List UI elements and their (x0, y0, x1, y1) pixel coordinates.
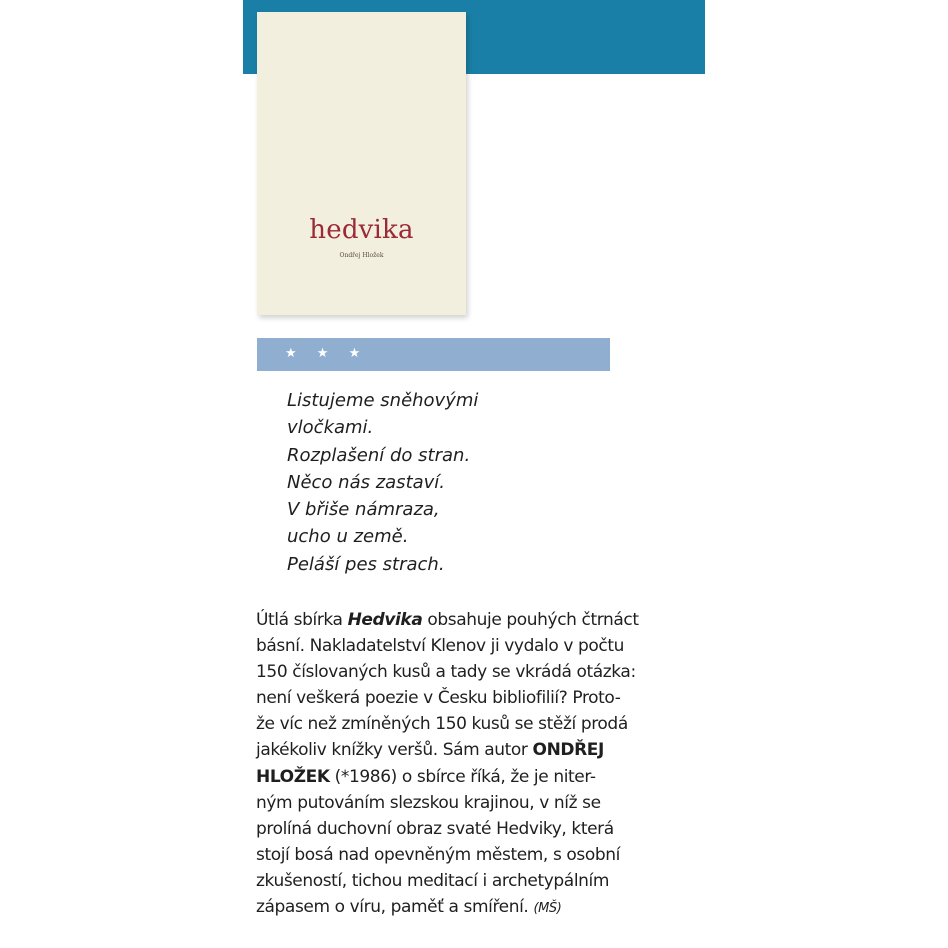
cover-title: hedvika (309, 215, 414, 245)
review-line (256, 737, 704, 763)
author-name: ONDŘEJ (532, 740, 604, 761)
star-rating-icon: ★ ★ ★ (285, 346, 369, 361)
poem-excerpt (287, 387, 478, 578)
cover-author: Ondřej Hložek (339, 252, 384, 259)
review-text-run: Útlá sbírka (256, 610, 348, 630)
review-line: že víc než zmíněných 150 kusů se stěží prodá (256, 714, 628, 735)
review-line (256, 607, 704, 633)
review-text-run: (*1986) o sbírce říká, že je niter- (329, 766, 596, 787)
rating-bar (257, 338, 610, 371)
poem-line: Listujeme sněhovými (287, 390, 479, 411)
review-line: 150 číslovaných kusů a tady se vkrádá otázka: (256, 662, 636, 683)
review-line (256, 894, 704, 922)
poem-line: Něco nás zastaví. (287, 471, 446, 493)
review-text-run: zápasem o víru, paměť a smíření. (256, 897, 534, 918)
review-text-run: obsahuje pouhých čtrnáct (422, 610, 639, 630)
reviewer-initials: (MŠ) (533, 901, 562, 917)
author-surname: HLOŽEK (256, 766, 330, 787)
article-column (243, 0, 705, 948)
review-line: básní. Nakladatelství Klenov ji vydalo v počtu (256, 636, 624, 657)
review-line: není veškerá poezie v Česku bibliofilií? Proto- (256, 688, 621, 709)
review-line: prolíná duchovní obraz svaté Hedviky, která (256, 818, 614, 839)
poem-line: Peláší pes strach. (287, 553, 445, 575)
poem-line: V břiše námraza, (287, 499, 440, 521)
review-line: stojí bosá nad opevněným městem, s osobní (256, 844, 620, 865)
review-line (256, 764, 704, 790)
review-line: ným putováním slezskou krajinou, v níž se (256, 792, 601, 813)
book-title-mention: Hedvika (347, 610, 423, 630)
book-cover (257, 12, 466, 315)
poem-line: ucho u země. (287, 526, 409, 548)
poem-line: vločkami. (287, 417, 374, 439)
review-text (256, 607, 704, 922)
poem-line: Rozplašení do stran. (287, 444, 471, 466)
review-line: zkušeností, tichou meditací i archetypálním (256, 870, 609, 891)
review-text-run: jakékoliv knížky veršů. Sám autor (256, 740, 533, 761)
